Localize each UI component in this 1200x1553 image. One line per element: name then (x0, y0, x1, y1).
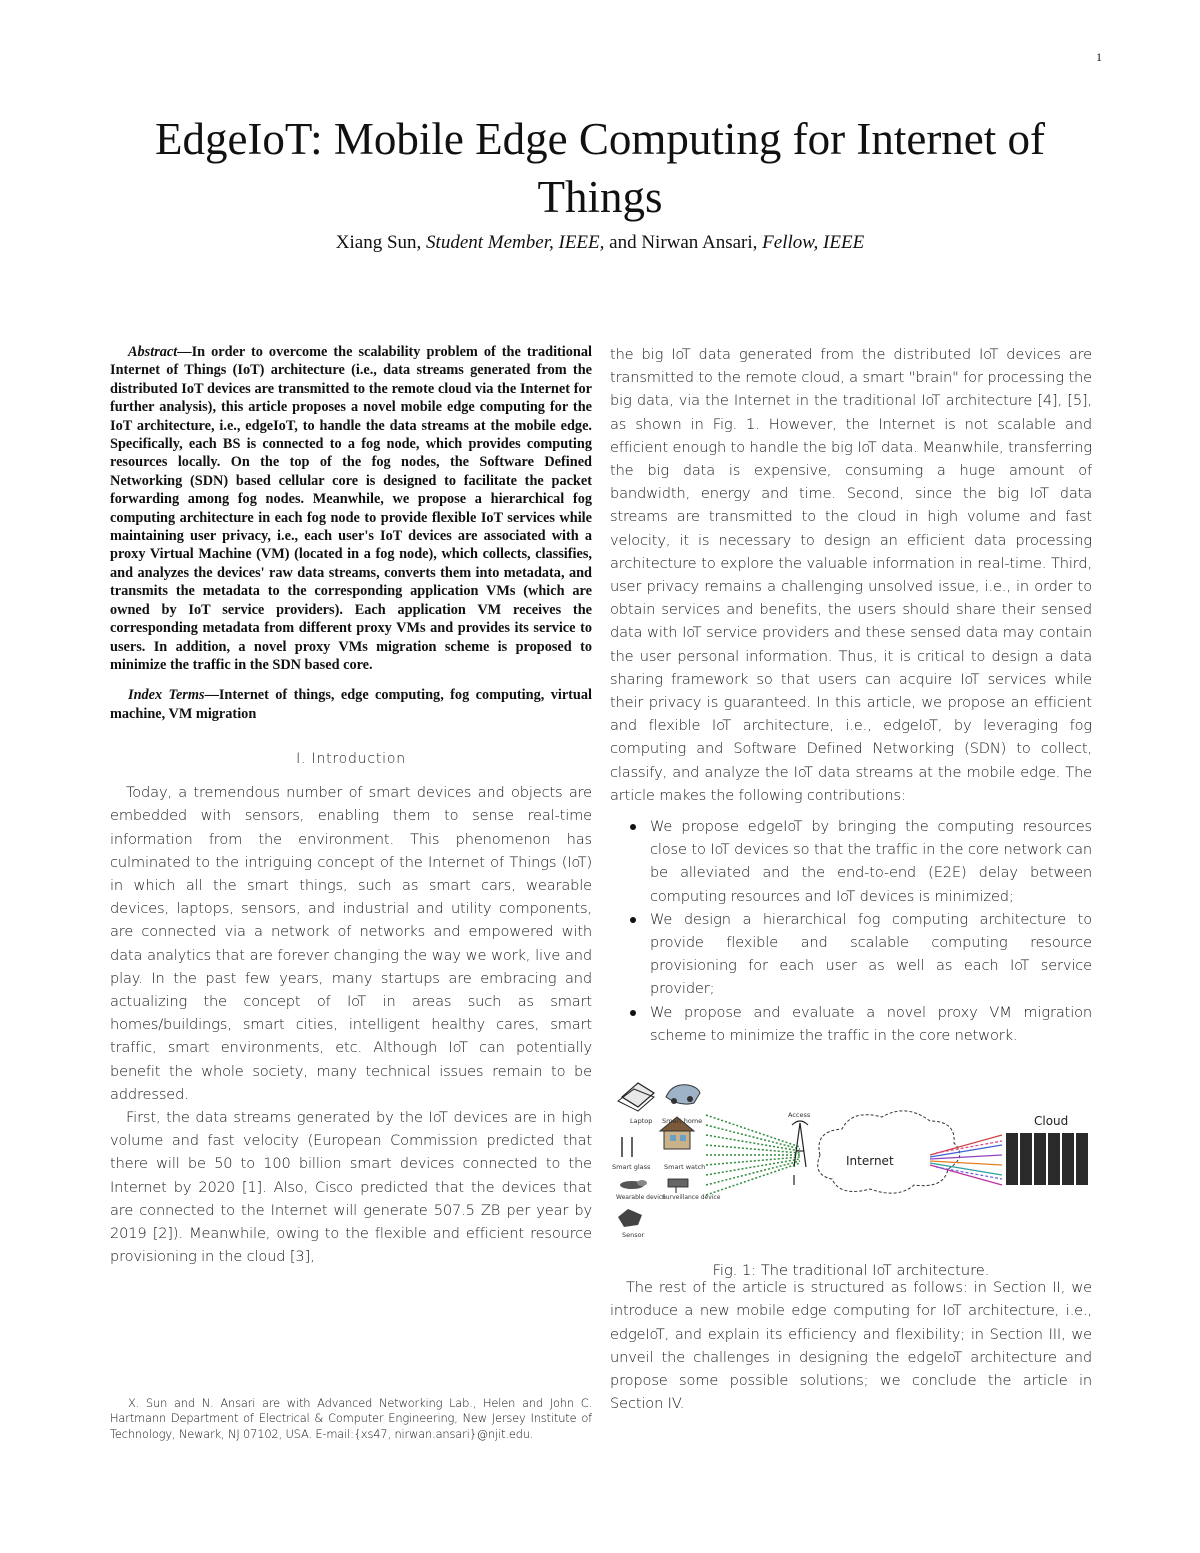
intro-paragraph-1: Today, a tremendous number of smart devices and objects are embedded with sensors, enabling them to sense real-time information from the environment. This phenomenon has culminated to the intriguing concept of the Internet of Things (IoT) in which all the smart things, such as smart cars, wearable devices, laptops, sensors, and industrial and utility components, are connected via a network of networks and empowered with data analytics that are forever changing the way we work, live and play. In the past few years, many startups are embracing and actualizing the concept of IoT in areas such as smart homes/buildings, smart cities, intelligent healthy cares, smart traffic, smart environments, etc. Although IoT can potentially benefit the whole society, many technical issues remain to be addressed. (110, 784, 592, 1103)
cloud-label: Cloud (1034, 1114, 1069, 1129)
left-column (110, 343, 592, 1268)
contribution-item (610, 815, 1092, 908)
author-1-role: Student Member, IEEE, (426, 232, 605, 253)
wearable-label: Wearable device (616, 1194, 666, 1202)
smart-glass-icon (622, 1137, 632, 1157)
car-icon (666, 1085, 700, 1104)
author-conjunction: and (609, 232, 637, 253)
structure-paragraph: The rest of the article is structured as follows: in Section II, we introduce a new mobile edge computing for IoT architecture, i.e., edgeIoT, and explain its efficiency and flexibility; in Section III, we unveil the challenges in designing the edgeIoT architecture and propose some possible solutions; we conclude the article in Section IV. (610, 1279, 1092, 1413)
index-terms (110, 686, 592, 723)
bullet-icon (630, 917, 636, 923)
right-column (610, 343, 1092, 1415)
surveillance-camera-icon (668, 1179, 688, 1193)
smart-home-label: Smart home (662, 1117, 703, 1126)
figure-caption: Fig. 1: The traditional IoT architecture. (712, 1262, 990, 1280)
intro-paragraph-2: First, the data streams generated by the IoT devices are in high volume and fast velocity (European Commission predicted that there will be 50 to 100 billion smart devices connected to the Internet by 2020 [1]. Also, Cisco predicted that the devices that are connected to the Internet will generate 507.5 ZB per year by 2019 [2]). Meanwhile, owing to the flexible and efficient resource provisioning in the cloud [3], (110, 1108, 592, 1266)
author-2-role: Fellow, IEEE (762, 232, 865, 253)
author-line (110, 232, 1090, 254)
wearable-icon (620, 1180, 647, 1189)
contribution-item (610, 1001, 1092, 1047)
surveillance-label: Surveillance device (662, 1194, 721, 1202)
smart-watch-label: Smart watch (664, 1163, 706, 1172)
contribution-item (610, 908, 1092, 1001)
abstract-label: Abstract (128, 344, 178, 360)
index-terms-text: —Internet of things, edge computing, fog computing, virtual machine, VM migration (110, 687, 592, 722)
smart-glass-label: Smart glass (612, 1163, 651, 1172)
intro-paragraph-continued: the big IoT data generated from the distributed IoT devices are transmitted to the remote cloud, a smart "brain" for processing the big data, via the Internet in the traditional IoT architecture [4], [5], as shown in Fig. 1. However, the Internet is not scalable and efficient enough to handle the big IoT data. Meanwhile, transferring the big data is expensive, consuming a huge amount of bandwidth, energy and time. Second, since the big IoT data streams are transmitted to the cloud in high volume and fast velocity, it is necessary to design an efficient data processing architecture to explore the valuable information in real-time. Third, user privacy remains a challenging unsolved issue, i.e., in order to obtain services and benefits, the users should share their sensed data with IoT service providers and these sensed data may contain the user personal information. Thus, it is critical to design a data sharing framework so that users can acquire IoT services while their privacy is guaranteed. In this article, we propose an efficient and flexible IoT architecture, i.e., edgeIoT, by leveraging fog computing and Software Defined Networking (SDN) to collect, classify, and analyze the IoT data streams at the mobile edge. The article makes the following contributions: (610, 346, 1092, 804)
paper-title: EdgeIoT: Mobile Edge Computing for Internet of Things (154, 114, 1046, 222)
bullet-icon (630, 824, 636, 830)
abstract-text: —In order to overcome the scalability problem of the traditional Internet of Things (IoT) architecture (i.e., data streams generated from the distributed IoT devices are transmitted to the remote cloud via the Internet for further analysis), this article proposes a novel mobile edge computing for the IoT architecture, i.e., edgeIoT, to handle the data streams at the mobile edge. Specifically, each BS is connected to a fog node, which provides computing resources locally. On the top of the fog nodes, the Software Defined Networking (SDN) based cellular core is designed to facilitate the packet forwarding among fog nodes. Meanwhile, we propose a hierarchical fog computing architecture in each fog node to provide flexible IoT services while maintaining user privacy, i.e., each user's IoT devices are associated with a proxy Virtual Machine (VM) (located in a fog node), which collects, classifies, and analyzes the devices' raw data streams, converts them into metadata, and transmits the metadata to the corresponding application VMs (which are owned by IoT service providers). Each application VM receives the corresponding metadata from different proxy VMs and provides its service to users. In addition, a novel proxy VMs migration scheme is proposed to minimize the traffic in the SDN based core. (110, 344, 592, 673)
internet-label: Internet (846, 1154, 894, 1169)
cloud-server-icon (1006, 1133, 1088, 1185)
author-1: Xiang Sun, (335, 232, 422, 253)
contribution-text: We propose edgeIoT by bringing the computing resources close to IoT devices so that the traffic in the core network can be alleviated and the end-to-end (E2E) delay between computing resources and IoT devices is minimized; (650, 818, 1092, 905)
contribution-text: We design a hierarchical fog computing architecture to provide flexible and scalable computing resource provisioning for each user as well as each IoT service provider; (650, 910, 1092, 998)
sensor-label: Sensor (622, 1231, 645, 1240)
laptop-label: Laptop (630, 1117, 653, 1126)
access-label: Access (788, 1111, 811, 1120)
contributions-list (610, 815, 1092, 1047)
figure-1 (610, 1075, 1092, 1280)
sensor-icon (618, 1209, 642, 1227)
laptop-icon (618, 1083, 654, 1111)
abstract (110, 343, 592, 674)
wireless-beam (706, 1115, 800, 1195)
contribution-text: We propose and evaluate a novel proxy VM migration scheme to minimize the traffic in the core network. (650, 1003, 1092, 1044)
iot-architecture-diagram (610, 1075, 1092, 1250)
author-2: Nirwan Ansari, (641, 232, 758, 253)
author-footnote: X. Sun and N. Ansari are with Advanced Networking Lab., Helen and John C. Hartmann Department of Electrical & Computer Engineering, New Jersey Institute of Technology, Newark, NJ 07102, USA. E-mail:{xs47, nirwan.ansari}@njit.edu. (110, 1396, 592, 1441)
page-number: 1 (1096, 50, 1102, 64)
section-heading-introduction: I. Introduction (296, 751, 406, 768)
index-terms-label: Index Terms (128, 687, 205, 704)
bullet-icon (630, 1010, 636, 1016)
